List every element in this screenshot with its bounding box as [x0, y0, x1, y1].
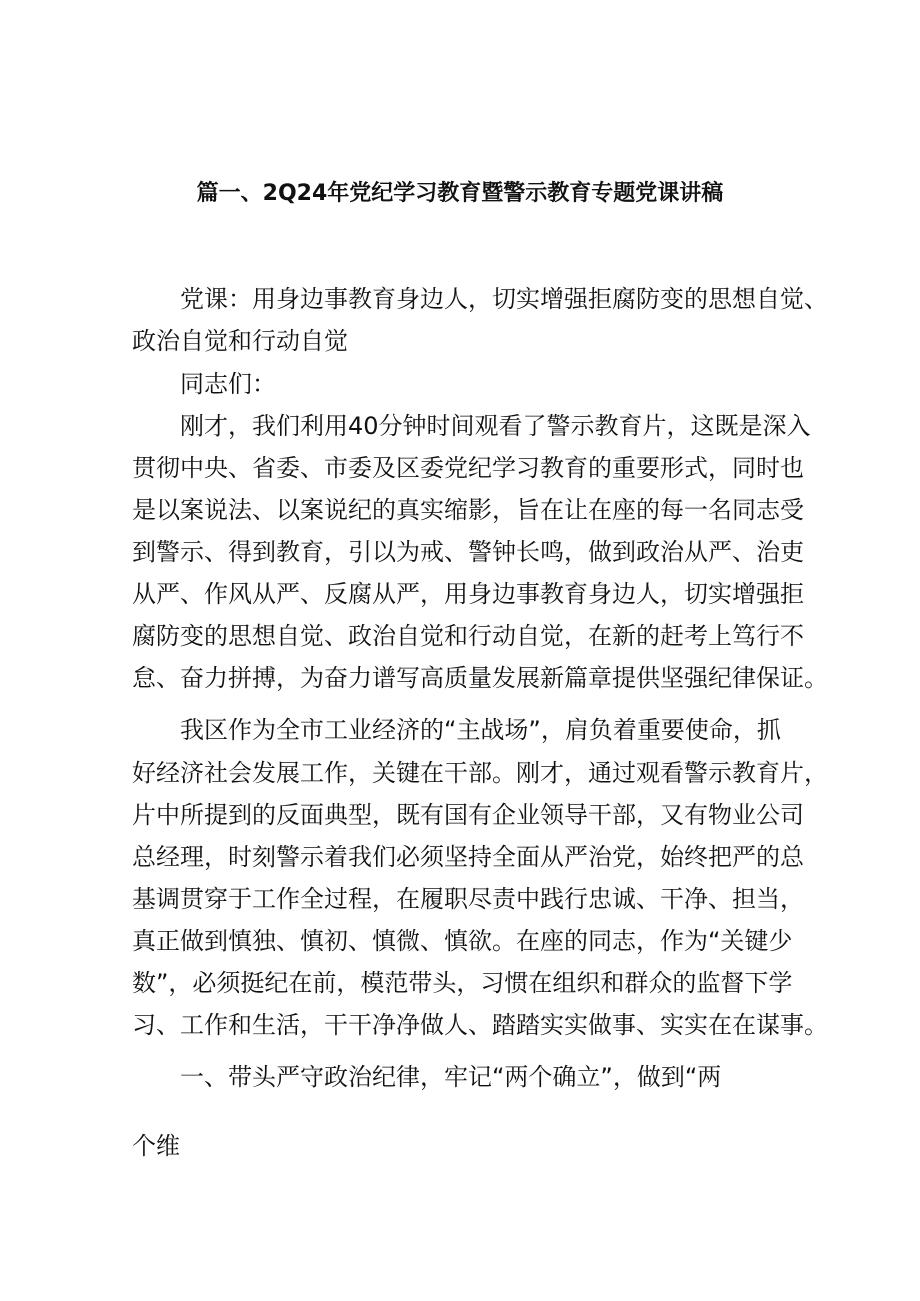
section-heading: 一、带头严守政治纪律，牢记“两个确立”，做到“两 [180, 1063, 722, 1091]
body-line: 片中所提到的反面典型，既有国有企业领导干部，又有物业公司 [132, 801, 804, 829]
body-line: 个维 [132, 1132, 180, 1160]
body-line: 到警示、得到教育，引以为戒、警钟长鸣，做到政治从严、治吏 [132, 538, 804, 566]
body-line: 怠、奋力拼搏，为奋力谱写高质量发展新篇章提供坚强纪律保证。 [132, 664, 828, 692]
body-line: 习、工作和生活，干干净净做人、踏踏实实做事、实实在在谋事。 [132, 1011, 828, 1039]
body-line: 总经理，时刻警示着我们必须坚持全面从严治党，始终把严的总 [132, 843, 804, 871]
body-line: 好经济社会发展工作，关键在干部。刚才，通过观看警示教育片， [132, 759, 828, 787]
body-line: 腐防变的思想自觉、政治自觉和行动自觉，在新的赶考上笃行不 [132, 622, 804, 650]
body-line: 政治自觉和行动自觉 [132, 327, 348, 355]
body-line: 党课：用身边事教育身边人，切实增强拒腐防变的思想自觉、 [180, 285, 828, 313]
body-line: 同志们： [180, 370, 276, 398]
body-line: 真正做到慎独、慎初、慎微、慎欲。在座的同志，作为“关键少 [132, 927, 793, 955]
document-title: 篇一、2Q24年党纪学习教育暨警示教育专题党课讲稿 [196, 181, 724, 206]
body-line: 数”，必须挺纪在前，模范带头，习惯在组织和群众的监督下学 [132, 969, 793, 997]
body-line: 从严、作风从严、反腐从严，用身边事教育身边人，切实增强拒 [132, 580, 804, 608]
body-line: 是以案说法、以案说纪的真实缩影，旨在让在座的每一名同志受 [132, 496, 804, 524]
body-line: 贯彻中央、省委、市委及区委党纪学习教育的重要形式，同时也 [132, 454, 804, 482]
body-line: 我区作为全市工业经济的“主战场”，肩负着重要使命，抓 [180, 716, 781, 744]
body-line: 刚才，我们利用40分钟时间观看了警示教育片，这既是深入 [180, 412, 811, 440]
body-line: 基调贯穿于工作全过程，在履职尽责中践行忠诚、干净、担当， [132, 885, 804, 913]
